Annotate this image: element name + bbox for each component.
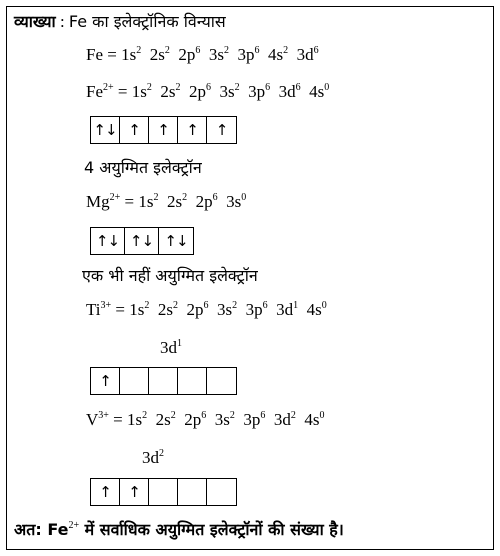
mg2-unpaired-note: एक भी नहीं अयुग्मित इलेक्ट्रॉन [82,266,258,285]
subshell-electrons: 6 [254,45,260,56]
orbital-box [120,368,149,394]
orbital-box: ↑ [91,479,120,505]
subshell: 2p [195,192,213,211]
ti3-orbital-label [160,338,182,361]
subshell-electrons: 2 [290,410,296,421]
subshell-electrons: 0 [324,82,330,93]
mg2-configuration [86,192,246,215]
orbital-box [178,368,207,394]
subshell: 1s [127,410,143,429]
subshell: 2p [186,300,204,319]
equals-sign: = [108,410,128,429]
mg2-orbital-boxes [90,227,194,255]
subshell-electrons: 2 [153,192,159,203]
equals-sign: = [111,300,130,319]
subshell: 3s [217,300,233,319]
subshell-electrons: 6 [313,45,319,56]
subshell: 3d [273,410,291,429]
subshell-electrons: 2 [182,192,188,203]
equals-sign: = [120,192,139,211]
fe2-orbital-boxes [90,116,237,144]
orbital-box [178,479,207,505]
orbital-box [207,479,236,505]
subshell: 2s [166,192,183,211]
subshell: 2s [149,45,165,64]
orbital-box: ↑↓ [91,117,120,143]
v3-orbital-boxes [90,478,237,506]
orbital-name: 3d [142,448,159,467]
subshell: 4s [304,410,320,429]
subshell-electrons: 2 [223,45,229,56]
subshell: 1s [129,300,145,319]
subshell-electrons: 6 [212,192,218,203]
fe2-configuration [86,82,329,105]
subshell: 2p [178,45,196,64]
orbital-box: ↑ [215,121,228,139]
subshell-electrons: 2 [170,410,176,421]
orbital-box: ↑ [120,117,149,143]
subshell-electrons: 6 [201,410,207,421]
orbital-box: ↑ [91,368,120,394]
subshell: 3s [226,192,242,211]
subshell-electrons: 0 [319,410,325,421]
intro-line [14,12,226,32]
subshell-electrons: 6 [260,410,266,421]
subshell: 2p [184,410,202,429]
conclusion-line [14,520,344,543]
orbital-box: ↑↓ [164,232,188,250]
subshell-electrons: 6 [203,300,209,311]
subshell: 2s [155,410,171,429]
subshell-electrons: 6 [195,45,201,56]
intro-text: Fe का इलेक्ट्रॉनिक विन्यास [68,12,226,31]
subshell: 3d [278,82,296,101]
subshell: 3s [214,410,230,429]
subshell-electrons: 2 [146,82,152,93]
ion-symbol: Fe [86,82,103,101]
conclusion-pre: अत: Fe [14,520,69,539]
subshell-electrons: 6 [265,82,271,93]
ion-symbol: V [86,410,99,429]
orbital-electrons: 2 [159,448,164,459]
subshell-electrons: 0 [321,300,327,311]
ti3-configuration [86,300,327,323]
v3-orbital-label [142,448,164,471]
subshell-electrons: 0 [241,192,247,203]
orbital-box: ↑↓ [91,228,125,254]
subshell-electrons: 2 [175,82,181,93]
subshell: 3p [248,82,266,101]
explanation-label: व्याख्या [14,12,56,31]
fe2-unpaired-note: 4 अयुग्मित इलेक्ट्रॉन [84,158,202,177]
subshell-electrons: 2 [142,410,148,421]
subshell: 3s [208,45,224,64]
orbital-box [149,368,178,394]
ion-symbol: Ti [86,300,101,319]
subshell: 3s [219,82,235,101]
subshell: 3d [276,300,294,319]
orbital-name: 3d [160,338,177,357]
subshell: 2s [160,82,176,101]
conclusion-post: में सर्वाधिक अयुग्मित इलेक्ट्रॉनों की संख्या है। [79,520,344,539]
intro-separator: : [55,12,69,31]
subshell-electrons: 6 [262,300,268,311]
subshell-electrons: 1 [293,300,299,311]
subshell: 4s [267,45,284,64]
equals-sign: = [113,82,132,101]
orbital-box: ↑ [149,117,178,143]
subshell-electrons: 2 [229,410,235,421]
ion-charge: 3+ [98,410,109,421]
subshell-electrons: 2 [164,45,170,56]
subshell: 2p [188,82,206,101]
subshell: 4s [306,300,322,319]
subshell-electrons: 6 [295,82,301,93]
ti3-orbital-boxes [90,367,237,395]
subshell: 1s [131,82,147,101]
orbital-box: ↑ [178,117,207,143]
subshell: 3d [296,45,314,64]
orbital-box: ↑ [120,479,149,505]
orbital-box [207,368,236,394]
subshell: 4s [309,82,325,101]
subshell: 1s [121,45,137,64]
orbital-box: ↑↓ [125,228,159,254]
subshell: 3p [243,410,261,429]
equals-sign: = [103,45,122,64]
v3-configuration [86,410,325,433]
subshell-electrons: 2 [144,300,150,311]
subshell-electrons: 2 [283,45,289,56]
subshell: 3p [237,45,255,64]
ion-charge: 2+ [109,192,121,203]
ion-symbol: Mg [86,192,110,211]
conclusion-charge: 2+ [68,520,80,531]
fe-configuration [86,45,319,68]
subshell-electrons: 6 [205,82,211,93]
orbital-electrons: 1 [177,338,182,349]
subshell-electrons: 2 [234,82,240,93]
subshell: 2s [157,300,173,319]
ion-symbol: Fe [86,45,103,64]
subshell: 1s [138,192,154,211]
subshell-electrons: 2 [136,45,142,56]
subshell-electrons: 2 [173,300,178,311]
orbital-box [149,479,178,505]
subshell: 3p [245,300,263,319]
subshell-electrons: 2 [232,300,238,311]
ion-charge: 2+ [103,82,114,93]
ion-charge: 3+ [100,300,112,311]
